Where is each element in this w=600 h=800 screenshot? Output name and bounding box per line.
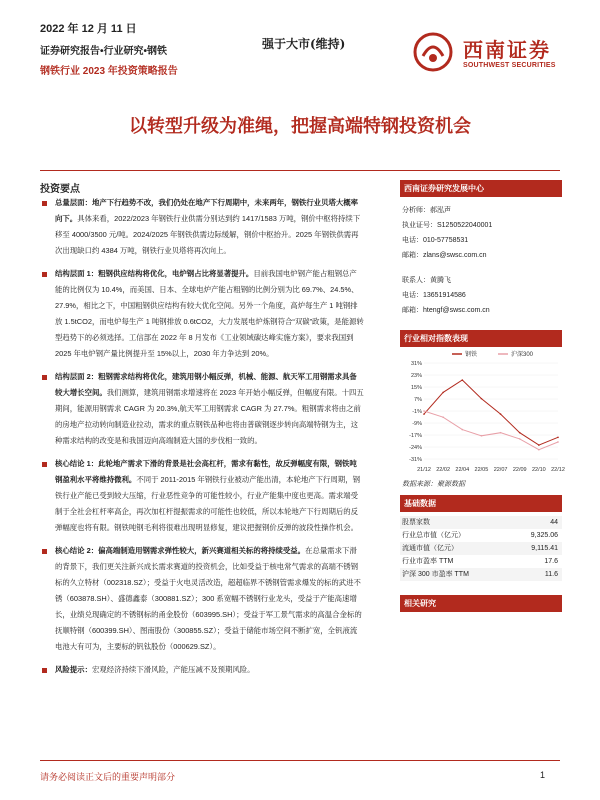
report-date: 2022 年 12 月 11 日 xyxy=(40,23,137,35)
key-point-lead: 结构层面 2：粗钢需求结构将优化，建筑用钢小幅反弹，机械、能源、航天军工用钢需求具备较大增长空间。 xyxy=(55,372,357,397)
key-point-item xyxy=(40,195,364,259)
stat-label: 行业市盈率 TTM xyxy=(402,558,454,565)
data-point xyxy=(461,379,463,381)
table-row xyxy=(400,568,562,581)
analyst-contact xyxy=(400,197,562,318)
key-point-body: 宏观经济持续下滑风险，产能压减不及预期风险。 xyxy=(91,665,255,674)
key-point-item xyxy=(40,662,364,678)
analyst-phone-label: 电话： xyxy=(402,237,423,244)
table-row xyxy=(400,516,562,529)
data-point xyxy=(423,413,425,415)
legend-label: 沪深300 xyxy=(511,352,534,358)
y-tick-label: 23% xyxy=(410,373,422,379)
x-tick-label: 22/04 xyxy=(455,467,470,473)
key-point-body: 目前我国电炉钢产能占粗钢总产能的比例仅为 10.4%，而美国、日本、全球电炉产能占粗钢的比例分别为比 69.7%、24.5%、27.9%，相比之下，中国粗钢供应结构有较大优化空间。另外一个角度，高炉每生产 1 吨钢排放 1.5tCO2，而电炉每生产 1 吨钢排放 0.6tCO2，大力发展电炉炼钢符合“双碳”政策，是能源转型趋势下的必须选择。工信部在 2022 年 8 月发布《工业领域碳达峰实施方案》，要求我国到 2025 年电炉钢产量比例提升至 15%以上，2030 年力争达到 20%。 xyxy=(55,269,364,358)
contact-name: 黄腾飞 xyxy=(430,277,451,284)
bullet-icon xyxy=(42,668,47,673)
chart-heading: 行业相对指数表现 xyxy=(400,330,562,347)
stat-value: 9,115.41 xyxy=(531,545,558,552)
key-point-item xyxy=(40,369,364,449)
analyst-email[interactable]: zlans@swsc.com.cn xyxy=(423,252,487,259)
analyst-cert: S1250522040001 xyxy=(437,222,493,229)
x-tick-label: 22/09 xyxy=(512,467,527,473)
sidebar xyxy=(400,180,565,612)
stat-label: 行业总市值（亿元） xyxy=(402,532,465,539)
y-tick-label: -17% xyxy=(409,433,422,439)
bullet-icon xyxy=(42,375,47,380)
table-row xyxy=(400,555,562,568)
footer-disclaimer: 请务必阅读正文后的重要声明部分 xyxy=(40,773,176,783)
data-point xyxy=(423,410,425,412)
analyst-email-label: 邮箱： xyxy=(402,252,423,259)
analyst-cert-label: 执业证号： xyxy=(402,222,437,229)
x-tick-label: 22/10 xyxy=(531,467,546,473)
report-series: 钢铁行业 2023 年投资策略报告 xyxy=(40,66,178,77)
x-tick-label: 22/02 xyxy=(436,467,451,473)
data-source: 数据来源：聚源数据 xyxy=(402,481,465,488)
logo-name-cn: 西南证券 xyxy=(463,38,551,62)
key-point-item xyxy=(40,456,364,536)
table-row xyxy=(400,529,562,542)
data-point xyxy=(519,438,521,440)
team-heading: 西南证券研究发展中心 xyxy=(400,180,562,197)
data-point xyxy=(481,398,483,400)
stat-label: 流通市值（亿元） xyxy=(402,545,458,552)
company-logo xyxy=(413,32,573,76)
stat-label: 沪深 300 市盈率 TTM xyxy=(402,571,469,578)
stat-value: 17.6 xyxy=(544,558,558,565)
contact-email[interactable]: htengf@swsc.com.cn xyxy=(423,307,490,314)
y-tick-label: 31% xyxy=(410,361,422,367)
industry-rating: 强于大市(维持) xyxy=(262,37,346,51)
y-tick-label: 7% xyxy=(414,397,422,403)
key-point-lead: 核心结论 2：偏高端制造用钢需求弹性较大，新兴赛道相关标的将持续受益。 xyxy=(55,546,306,555)
basic-data-heading: 基础数据 xyxy=(400,495,562,512)
y-tick-label: -1% xyxy=(412,409,422,415)
series-line-steel xyxy=(424,380,558,445)
key-point-lead: 总量层面：地产下行趋势不改，我们仍处在地产下行周期中，未来两年，钢铁行业贝塔大概率向下。 xyxy=(55,198,359,223)
index-chart-svg xyxy=(400,347,565,477)
data-point xyxy=(500,432,502,434)
key-point-lead: 风险提示： xyxy=(55,665,92,674)
key-points-list xyxy=(40,195,364,685)
x-tick-label: 21/12 xyxy=(417,467,431,473)
key-point-lead: 核心结论 1：此轮地产需求下滑的背景是社会高杠杆，需求有黏性，故反弹幅度有限，钢铁吨钢盈利水平将维持微利。 xyxy=(55,459,357,484)
key-point-lead: 结构层面 1：粗钢供应结构将优化，电炉钢占比将显著提升。 xyxy=(55,269,254,278)
divider xyxy=(40,170,560,171)
analyst-name-label: 分析师： xyxy=(402,207,430,214)
page-number: 1 xyxy=(540,770,546,780)
bullet-icon xyxy=(42,201,47,206)
data-point xyxy=(557,437,559,439)
x-tick-label: 22/12 xyxy=(551,467,565,473)
contact-phone-label: 电话： xyxy=(402,292,423,299)
key-point-item xyxy=(40,543,364,655)
stat-value: 11.6 xyxy=(544,571,558,578)
stat-value: 44 xyxy=(550,519,558,526)
y-tick-label: -24% xyxy=(409,445,422,451)
key-points-heading: 投资要点 xyxy=(40,184,80,195)
y-tick-label: -31% xyxy=(409,457,422,463)
key-point-body: 不同于 2011-2015 年钢铁行业被动产能出清，本轮地产下行周期，钢铁行业产能已受到较大压缩，行业恶性竞争的可能性较小，行业产能集中度也更高。需求端受制于全社会杠杆率高企，再次加杠杆提振需求的可能性也较低，所以本轮地产下行周期后的反弹幅度也将有限。钢铁吨钢毛利将很难出现明显修复，建议把握钢价反弹的波段性操作机会。 xyxy=(55,475,360,532)
x-tick-label: 22/05 xyxy=(474,467,489,473)
index-chart xyxy=(400,347,565,477)
contact-phone: 13651914586 xyxy=(423,292,466,299)
footer-divider xyxy=(40,760,560,761)
data-point xyxy=(519,432,521,434)
stat-label: 股票家数 xyxy=(402,519,430,526)
data-point xyxy=(481,435,483,437)
key-point-body: 我们测算，建筑用钢需求增速将在 2023 年开始小幅反弹，但幅度有限。十四五期间，能源用钢需求 CAGR 为 20.3%,航天军工用钢需求 CAGR 为 27.7%。粗钢需求将由之前的房地产拉动转向制造业拉动，需求的重点钢铁品种也将由普碳钢逐步转向高端特钢为主，这种需求结构的改变是和我国迈向高端制造大国的步伐相一致的。 xyxy=(55,388,364,445)
related-research-heading: 相关研究 xyxy=(400,595,562,612)
bullet-icon xyxy=(42,549,47,554)
data-point xyxy=(442,416,444,418)
legend-label: 钢铁 xyxy=(465,352,478,358)
x-tick-label: 22/07 xyxy=(493,467,508,473)
data-point xyxy=(500,413,502,415)
report-title: 以转型升级为准绳，把握高端特钢投资机会 xyxy=(129,116,471,137)
logo-mark-icon xyxy=(413,32,453,72)
table-row xyxy=(400,542,562,555)
y-tick-label: 15% xyxy=(410,385,422,391)
data-point xyxy=(538,449,540,451)
data-point xyxy=(442,392,444,394)
bullet-icon xyxy=(42,272,47,277)
analyst-phone: 010-57758531 xyxy=(423,237,469,244)
data-point xyxy=(538,444,540,446)
data-point xyxy=(461,429,463,431)
data-point xyxy=(557,441,559,443)
stat-value: 9,325.06 xyxy=(530,532,558,539)
report-type: 证券研究报告•行业研究•钢铁 xyxy=(40,46,168,57)
key-point-item xyxy=(40,266,364,362)
logo-name-en: SOUTHWEST SECURITIES xyxy=(463,62,556,69)
bullet-icon xyxy=(42,462,47,467)
key-point-body: 在总量需求下滑的背景下，我们更关注新兴成长需求赛道的投资机会，比如受益于核电常气需求的高端不锈钢标的久立特材（002318.SZ）；受益于火电灵活改造，超超临界不锈钢管需求爆发的标的武进不锈（603878.SH）、盛德鑫泰（300881.SZ）；300 系宽幅不锈钢行业龙头，受益于产能高速增长，业绩兑现确定的不锈钢标的甬金股份（603995.SH）；受益于军工景气需求的高温合金标的抚顺特钢（600399.SH）、图南股份（300855.SZ）；受益于储能市场空间不断扩宽，全钒液流电池大有可为，主要标的钒钛股份（000629.SZ）。 xyxy=(55,546,362,651)
y-tick-label: -9% xyxy=(412,421,422,427)
contact-name-label: 联系人： xyxy=(402,277,430,284)
contact-email-label: 邮箱： xyxy=(402,307,423,314)
basic-data-table xyxy=(400,512,562,581)
key-point-body: 具体来看，2022/2023 年钢铁行业供需分别达到约 1417/1583 万吨，钢价中枢将持续下移至 4000/3500 元/吨。2024/2025 年钢铁供需边际缓解，钢价中枢抬升。2025 年钢铁供需再次出现缺口约 4384 万吨，钢铁行业贝塔将再次向上。 xyxy=(55,214,361,255)
analyst-name: 郝泓声 xyxy=(430,207,451,214)
